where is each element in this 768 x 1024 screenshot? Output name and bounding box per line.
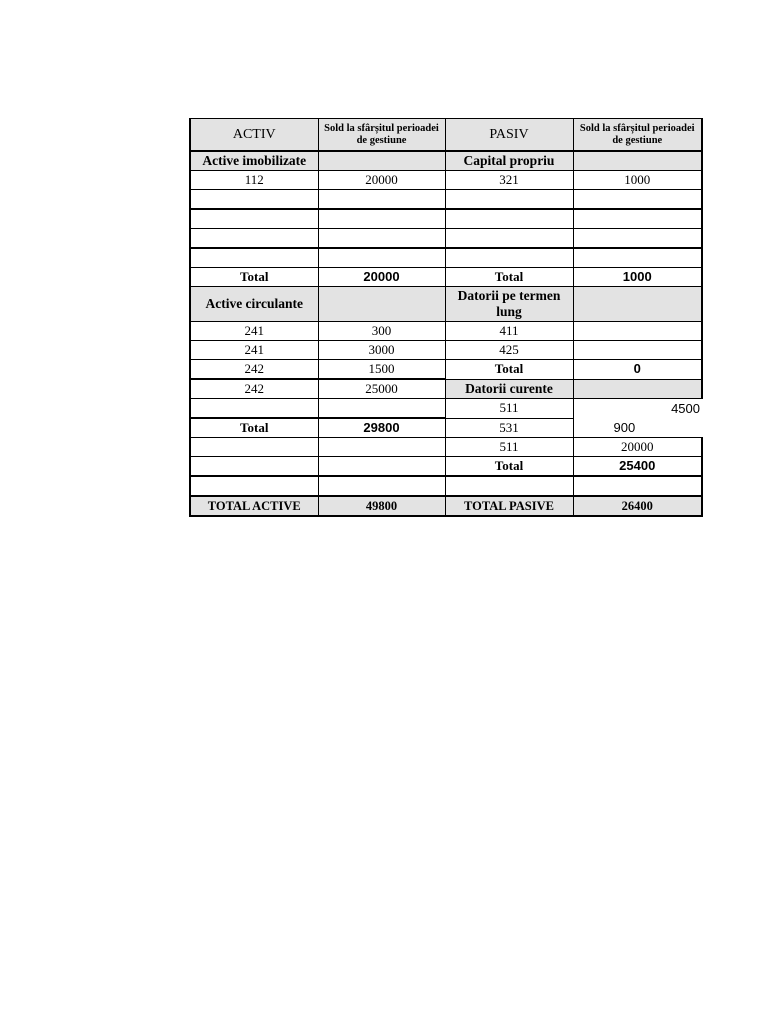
- empty-cell: [573, 209, 702, 229]
- section-row: [190, 151, 702, 171]
- value-cell: 900: [573, 418, 702, 438]
- value-cell: 300: [318, 322, 445, 341]
- empty-cell: [318, 209, 445, 229]
- empty-cell: [190, 438, 318, 457]
- account-cell: 241: [190, 341, 318, 360]
- empty-cell: [190, 190, 318, 210]
- total-active-value: 49800: [318, 496, 445, 516]
- active-circulante-label: Active circulante: [190, 287, 318, 322]
- total-value: 25400: [573, 457, 702, 477]
- empty-cell: [190, 399, 318, 419]
- account-cell: 511: [445, 438, 573, 457]
- empty-cell: [445, 476, 573, 496]
- total-pasive-value: 26400: [573, 496, 702, 516]
- account-cell: 531: [445, 418, 573, 438]
- table-row: [190, 438, 702, 457]
- total-active-label: TOTAL ACTIVE: [190, 496, 318, 516]
- empty-cell: [573, 229, 702, 249]
- empty-cell: [445, 229, 573, 249]
- total-label: Total: [190, 268, 318, 287]
- empty-cell: [573, 190, 702, 210]
- account-cell: 242: [190, 379, 318, 399]
- value-cell: 20000: [318, 171, 445, 190]
- table-row: [190, 322, 702, 341]
- datorii-termen-lung-label: Datorii pe termen lung: [445, 287, 573, 322]
- sold-activ-header: Sold la sfârșitul perioadei de gestiune: [318, 119, 445, 152]
- empty-cell: [318, 151, 445, 171]
- grand-total-row: [190, 496, 702, 516]
- value-cell: 25000: [318, 379, 445, 399]
- empty-cell: [190, 248, 318, 268]
- total-row: [190, 418, 702, 438]
- total-row: [190, 268, 702, 287]
- table-row: [190, 360, 702, 380]
- value-cell: 4500: [671, 400, 700, 416]
- total-pasive-label: TOTAL PASIVE: [445, 496, 573, 516]
- table-row: [190, 229, 702, 249]
- table-row: [190, 341, 702, 360]
- empty-cell: [573, 151, 702, 171]
- empty-cell: [318, 399, 445, 419]
- table-row: [190, 248, 702, 268]
- value-cell: 1500: [318, 360, 445, 380]
- table-row: [190, 171, 702, 190]
- balance-sheet-table: [189, 118, 703, 517]
- total-label: Total: [445, 360, 573, 380]
- account-cell: 242: [190, 360, 318, 380]
- table-row: [190, 379, 702, 399]
- empty-cell: [190, 476, 318, 496]
- empty-cell: [445, 209, 573, 229]
- empty-cell: [573, 379, 702, 399]
- total-value: 29800: [318, 418, 445, 438]
- activ-header: ACTIV: [190, 119, 318, 152]
- total-label: Total: [190, 418, 318, 438]
- empty-cell: [190, 457, 318, 477]
- pasiv-header: PASIV: [445, 119, 573, 152]
- empty-cell: [445, 248, 573, 268]
- header-row: [190, 119, 702, 152]
- account-cell: 511: [445, 399, 573, 419]
- total-value: 1000: [573, 268, 702, 287]
- empty-cell: [445, 190, 573, 210]
- empty-cell: [573, 476, 702, 496]
- empty-cell: [573, 248, 702, 268]
- datorii-curente-label: Datorii curente: [445, 379, 573, 399]
- sold-pasiv-header: Sold la sfârșitul perioadei de gestiune: [573, 119, 702, 152]
- empty-cell: [318, 248, 445, 268]
- empty-cell: [190, 229, 318, 249]
- empty-cell: [318, 457, 445, 477]
- account-cell: 411: [445, 322, 573, 341]
- section-row: [190, 287, 702, 322]
- total-label: Total: [445, 457, 573, 477]
- table-row: [190, 399, 702, 419]
- empty-cell: [573, 287, 702, 322]
- account-cell: 241: [190, 322, 318, 341]
- total-value: 0: [573, 360, 702, 380]
- value-cell: [573, 322, 702, 341]
- value-cell: 20000: [573, 438, 702, 457]
- account-cell: 321: [445, 171, 573, 190]
- total-value: 20000: [318, 268, 445, 287]
- empty-cell: [318, 476, 445, 496]
- table-row: [190, 190, 702, 210]
- empty-cell: [190, 209, 318, 229]
- total-label: Total: [445, 268, 573, 287]
- active-imobilizate-label: Active imobilizate: [190, 151, 318, 171]
- account-cell: 425: [445, 341, 573, 360]
- value-cell: 3000: [318, 341, 445, 360]
- empty-cell: [318, 190, 445, 210]
- empty-cell: [318, 229, 445, 249]
- empty-cell: [318, 438, 445, 457]
- table-row: [190, 476, 702, 496]
- value-cell: [573, 341, 702, 360]
- capital-propriu-label: Capital propriu: [445, 151, 573, 171]
- total-row: [190, 457, 702, 477]
- table-row: [190, 209, 702, 229]
- account-cell: 112: [190, 171, 318, 190]
- value-cell: 1000: [573, 171, 702, 190]
- empty-cell: [318, 287, 445, 322]
